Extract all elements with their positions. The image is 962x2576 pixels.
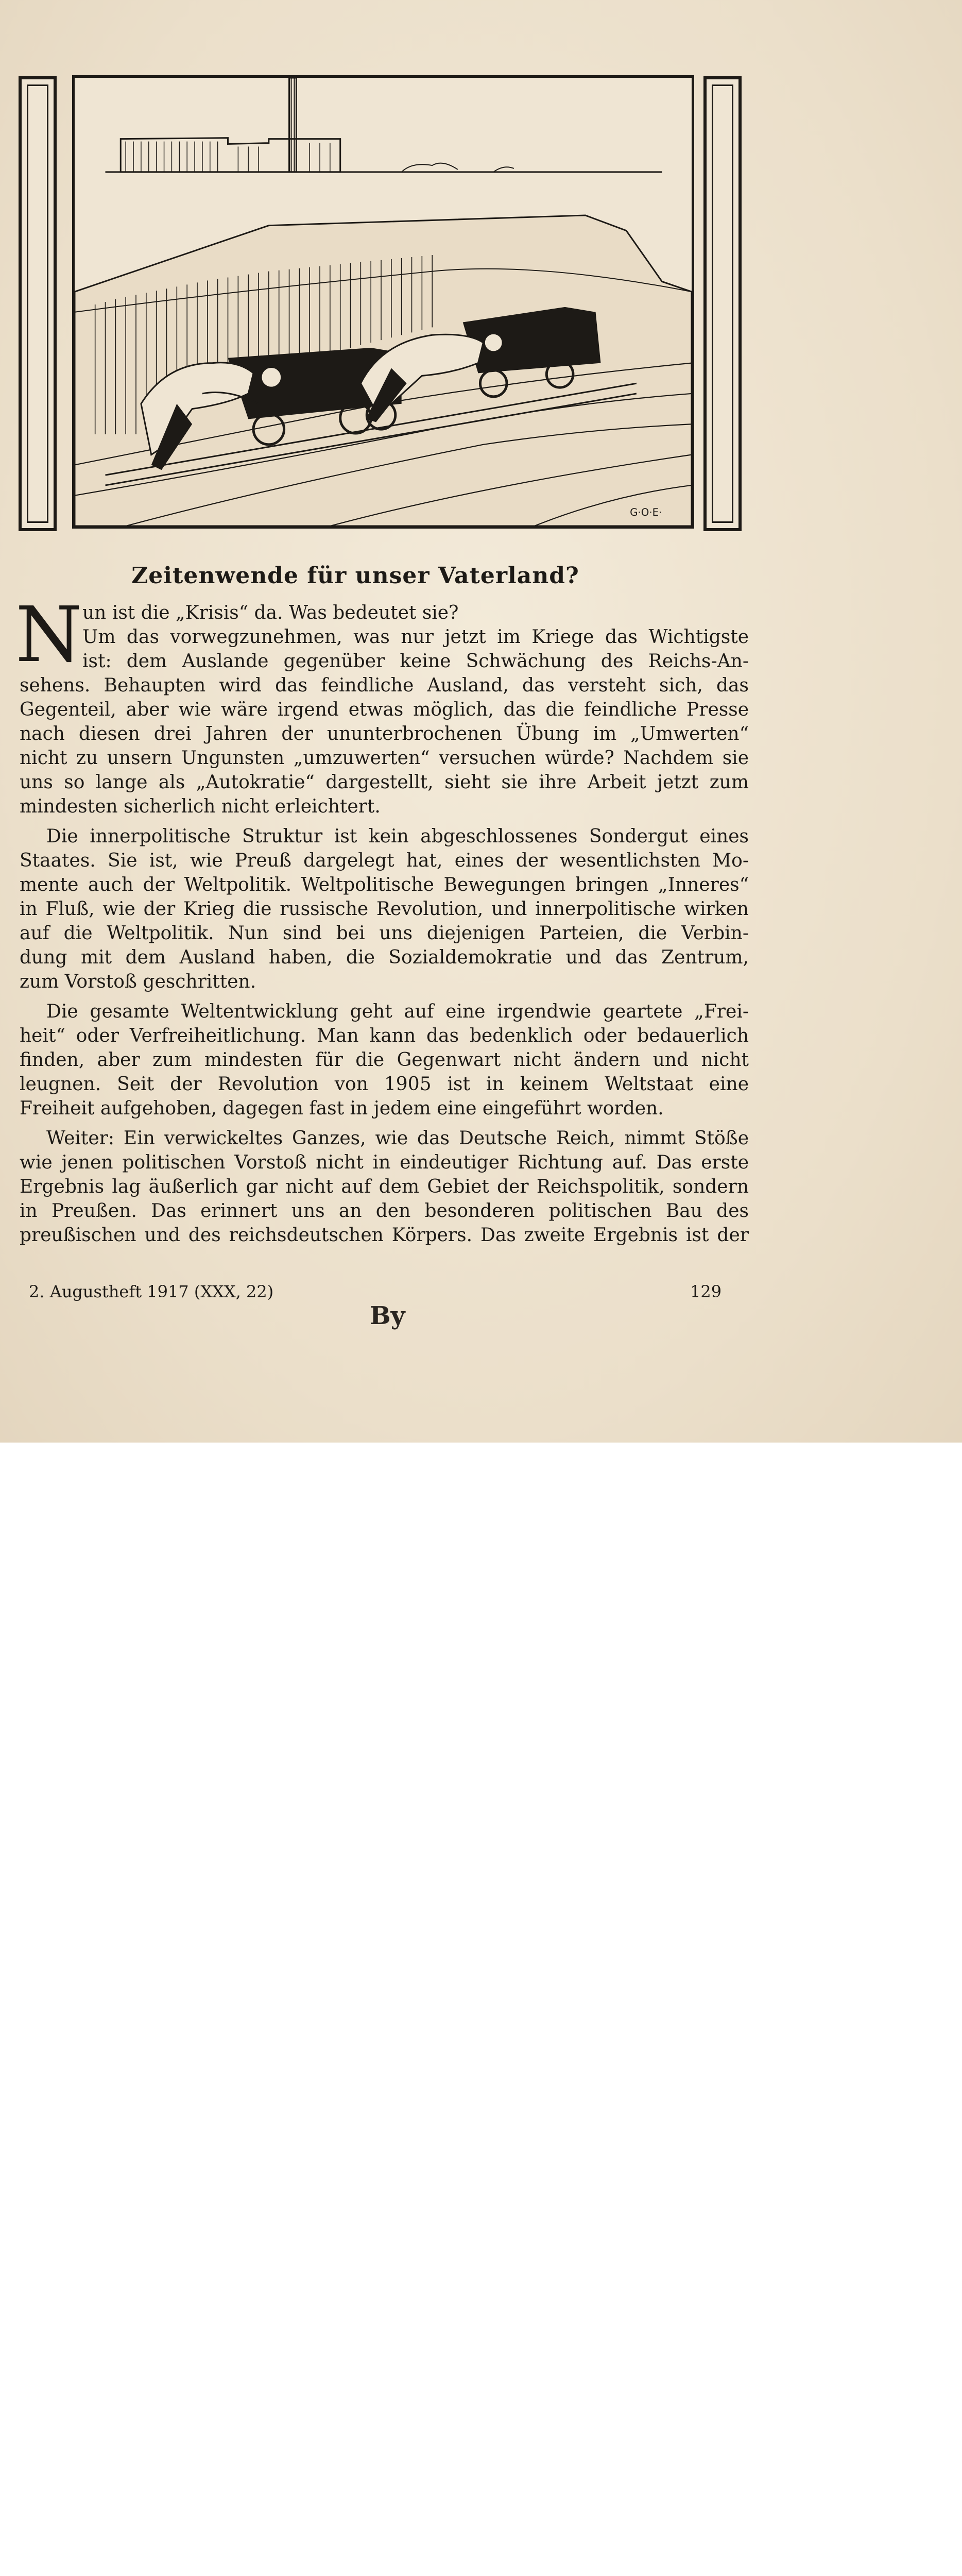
library-footer-bar — [0, 1443, 962, 1513]
article-title: Zeitenwende für unser Vaterland? — [131, 563, 579, 589]
text-line: Weiter: Ein verwickeltes Ganzes, wie das Deutsche Reich, nimmt Stöße — [46, 1128, 749, 1149]
text-line: Die innerpolitische Struktur ist kein abgeschlossenes Sondergut eines — [46, 826, 749, 847]
text-line: auf die Weltpolitik. Nun sind bei uns diejenigen Parteien, die Verbin- — [20, 923, 749, 944]
text-line: nicht zu unsern Ungunsten „umzuwerten“ versuchen würde? Nachdem sie — [20, 748, 749, 769]
text-line: wie jenen politischen Vorstoß nicht in eindeutiger Richtung auf. Das erste — [20, 1152, 749, 1173]
text-line: ist: dem Auslande gegenüber keine Schwächung des Reichs-An- — [82, 651, 749, 672]
text-line: nach diesen drei Jahren der ununterbrochenen Übung im „Umwerten“ — [20, 723, 749, 744]
illustration-signature: G·O·E· — [630, 506, 662, 519]
text-line: uns so lange als „Autokratie“ dargestellt, sieht sie ihre Arbeit jetzt zum — [20, 772, 749, 793]
issue-footer: 2. Augustheft 1917 (XXX, 22) — [29, 1282, 274, 1301]
printer-signature: By — [370, 1301, 405, 1330]
left-frame-ornament — [19, 76, 57, 531]
text-line: preußischen und des reichsdeutschen Körpers. Das zweite Ergebnis ist der — [20, 1225, 749, 1246]
right-frame-ornament — [703, 76, 742, 531]
text-line: dung mit dem Ausland haben, die Sozialdemokratie und das Zentrum, — [20, 947, 749, 968]
text-line: un ist die „Krisis“ da. Was bedeutet sie? — [82, 602, 459, 623]
text-line: Staates. Sie ist, wie Preuß dargelegt hat, eines der wesentlichsten Mo- — [20, 850, 749, 871]
text-line: zum Vorstoß geschritten. — [20, 971, 256, 992]
text-line: mindesten sicherlich nicht erleichtert. — [20, 796, 381, 817]
text-line: heit“ oder Verfreiheitlichung. Man kann das bedenklich oder bedauerlich — [20, 1025, 749, 1046]
text-line: in Preußen. Das erinnert uns an den besonderen politischen Bau des — [20, 1200, 749, 1222]
text-line: Ergebnis lag äußerlich gar nicht auf dem Gebiet der Reichspolitik, sondern — [20, 1176, 749, 1197]
text-line: mente auch der Weltpolitik. Weltpolitische Bewegungen bringen „Inneres“ — [20, 874, 749, 895]
text-line: leugnen. Seit der Revolution von 1905 ist in keinem Weltstaat eine — [20, 1074, 749, 1095]
text-line: Gegenteil, aber wie wäre irgend etwas möglich, das die feindliche Presse — [20, 699, 749, 720]
text-line: Um das vorwegzunehmen, was nur jetzt im Kriege das Wichtigste — [82, 626, 749, 648]
text-line: Die gesamte Weltentwicklung geht auf eine irgendwie geartete „Frei- — [46, 1001, 749, 1022]
illustration-miners-pushing-carts — [72, 75, 694, 529]
page-number: 129 — [690, 1282, 722, 1301]
text-line: in Fluß, wie der Krieg die russische Revolution, und innerpolitische wirken — [20, 899, 749, 920]
text-line: Freiheit aufgehoben, dagegen fast in jedem eine eingeführt worden. — [20, 1098, 664, 1119]
text-line: finden, aber zum mindesten für die Gegenwart nicht ändern und nicht — [20, 1049, 749, 1071]
drop-capital: N — [15, 590, 82, 679]
text-line: sehens. Behaupten wird das feindliche Ausland, das versteht sich, das — [20, 675, 749, 696]
